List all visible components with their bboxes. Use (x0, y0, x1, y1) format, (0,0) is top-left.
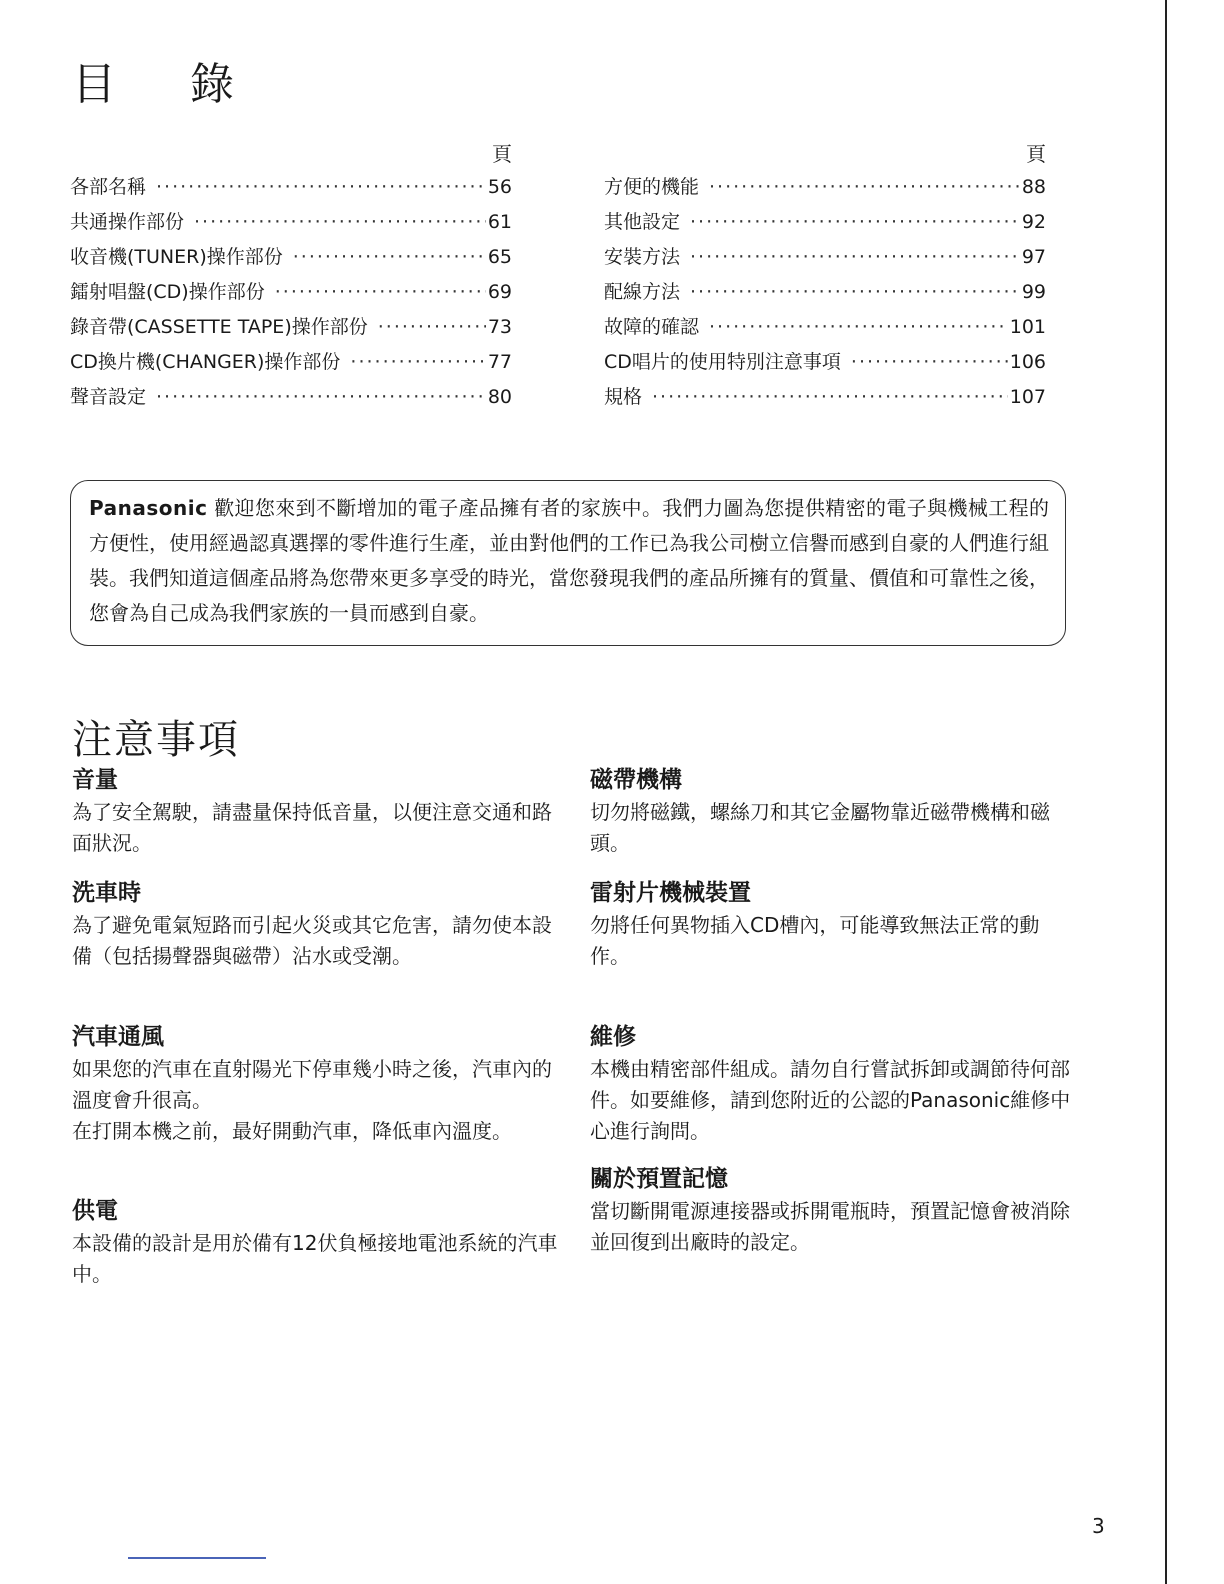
toc-entry (604, 380, 1046, 415)
toc-entry-page: 80 (487, 386, 512, 408)
precaution-volume (72, 765, 558, 859)
toc-entry-label: CD換片機(CHANGER)操作部份 (70, 351, 341, 373)
toc-title: 目 錄 (72, 59, 264, 110)
toc-entry (70, 170, 512, 205)
precaution-text: 如果您的汽車在直射陽光下停車幾小時之後，汽車內的溫度會升很高。 (72, 1057, 552, 1112)
precaution-heading: 音量 (72, 767, 118, 793)
toc-page-heading: 頁 (1026, 142, 1046, 166)
precaution-text: 為了避免電氣短路而引起火災或其它危害，請勿使本設備（包括揚聲器與磁帶）沾水或受潮。 (72, 913, 552, 968)
precaution-laser-mechanism (590, 878, 1076, 972)
footer-rule (128, 1557, 266, 1559)
toc-entry-label: 收音機(TUNER)操作部份 (70, 246, 283, 268)
toc-entry-page: 69 (487, 281, 512, 303)
toc-dot-leader (156, 380, 486, 415)
toc-entry-page: 73 (487, 316, 512, 338)
toc-entry (604, 205, 1046, 240)
brand-name: Panasonic (89, 496, 208, 520)
toc-entry (604, 275, 1046, 310)
precaution-car-wash (72, 878, 558, 972)
precaution-text: 切勿將磁鐵，螺絲刀和其它金屬物靠近磁帶機構和磁頭。 (590, 800, 1050, 855)
toc-entry-label: 配線方法 (604, 281, 681, 303)
toc-entry (604, 345, 1046, 380)
toc-dot-leader (690, 275, 1020, 310)
toc-entry-page: 88 (1021, 176, 1046, 198)
toc-dot-leader (709, 310, 1008, 345)
toc-entry (604, 240, 1046, 275)
precaution-text: 勿將任何異物插入CD槽內，可能導致無法正常的動作。 (590, 913, 1040, 968)
precaution-heading: 磁帶機構 (590, 767, 682, 793)
toc-dot-leader (293, 240, 486, 275)
toc-entry-page: 106 (1009, 351, 1046, 373)
toc-column-right (604, 138, 1046, 415)
precaution-ventilation (72, 1022, 558, 1147)
toc-entry-page: 61 (487, 211, 512, 233)
toc-dot-leader (690, 205, 1020, 240)
precaution-maintenance (590, 1022, 1076, 1147)
precaution-heading: 洗車時 (72, 880, 141, 906)
toc-entry (70, 380, 512, 415)
toc-entry-page: 101 (1009, 316, 1046, 338)
toc-entry-page: 107 (1009, 386, 1046, 408)
welcome-text: 歡迎您來到不斷增加的電子產品擁有者的家族中。我們力圖為您提供精密的電子與機械工程的方便性，使用經過認真選擇的零件進行生產，並由對他們的工作已為我公司樹立信譽而感到自豪的人們進行組裝。我們知道這個產品將為您帶來更多享受的時光，當您發現我們的產品所擁有的質量、價值和可靠性之後，您會為自己成為我們家族的一員而感到自豪。 (89, 496, 1050, 625)
toc-entry-page: 65 (487, 246, 512, 268)
welcome-message-box (70, 480, 1066, 646)
precaution-text: 為了安全駕駛，請盡量保持低音量，以便注意交通和路面狀況。 (72, 800, 552, 855)
toc-entry (70, 240, 512, 275)
precaution-text: 本設備的設計是用於備有12伏負極接地電池系統的汽車中。 (72, 1231, 558, 1286)
toc-entry-label: 安裝方法 (604, 246, 681, 268)
toc-entry-page: 92 (1021, 211, 1046, 233)
page-edge-line (1165, 0, 1167, 1584)
toc-dot-leader (690, 240, 1020, 275)
precaution-heading: 雷射片機械裝置 (590, 880, 751, 906)
toc-entry-label: 規格 (604, 386, 643, 408)
page-number: 3 (1092, 1514, 1105, 1538)
toc-entry-label: 各部名稱 (70, 176, 147, 198)
toc-entry-label: 聲音設定 (70, 386, 147, 408)
toc-entry-label: 錄音帶(CASSETTE TAPE)操作部份 (70, 316, 368, 338)
precaution-tape-mechanism (590, 765, 1076, 859)
toc-dot-leader (378, 310, 486, 345)
precaution-heading: 汽車通風 (72, 1024, 164, 1050)
precaution-heading: 關於預置記憶 (590, 1166, 728, 1192)
toc-dot-leader (709, 170, 1020, 205)
toc-entry (604, 310, 1046, 345)
precaution-heading: 供電 (72, 1198, 118, 1224)
toc-entry-page: 99 (1021, 281, 1046, 303)
precaution-text: 本機由精密部件組成。請勿自行嘗試拆卸或調節待何部件。如要維修，請到您附近的公認的Panasonic維修中心進行詢問。 (590, 1057, 1071, 1143)
toc-entry-label: 方便的機能 (604, 176, 700, 198)
toc-dot-leader (851, 345, 1008, 380)
precaution-text: 當切斷開電源連接器或拆開電瓶時，預置記憶會被消除並回復到出廠時的設定。 (590, 1199, 1070, 1254)
toc-entry-label: 共通操作部份 (70, 211, 185, 233)
precaution-heading: 維修 (590, 1024, 636, 1050)
toc-entry-label: 其他設定 (604, 211, 681, 233)
toc-dot-leader (156, 170, 486, 205)
toc-dot-leader (275, 275, 486, 310)
precaution-text: 在打開本機之前，最好開動汽車，降低車內溫度。 (72, 1119, 512, 1143)
toc-entry (70, 310, 512, 345)
toc-entry-page: 77 (487, 351, 512, 373)
toc-entry (70, 275, 512, 310)
toc-dot-leader (652, 380, 1008, 415)
toc-page-heading: 頁 (492, 142, 512, 166)
toc-entry (70, 345, 512, 380)
toc-entry (70, 205, 512, 240)
toc-entry-label: 故障的確認 (604, 316, 700, 338)
toc-entry-page: 56 (487, 176, 512, 198)
toc-entry-label: 鐳射唱盤(CD)操作部份 (70, 281, 265, 303)
precaution-power-supply (72, 1196, 558, 1290)
toc-entry-label: CD唱片的使用特別注意事項 (604, 351, 841, 373)
toc-entry (604, 170, 1046, 205)
toc-dot-leader (350, 345, 485, 380)
toc-column-left (70, 138, 512, 415)
toc-entry-page: 97 (1021, 246, 1046, 268)
toc-dot-leader (194, 205, 486, 240)
precautions-title: 注意事項 (72, 717, 240, 763)
precaution-preset-memory (590, 1164, 1076, 1258)
